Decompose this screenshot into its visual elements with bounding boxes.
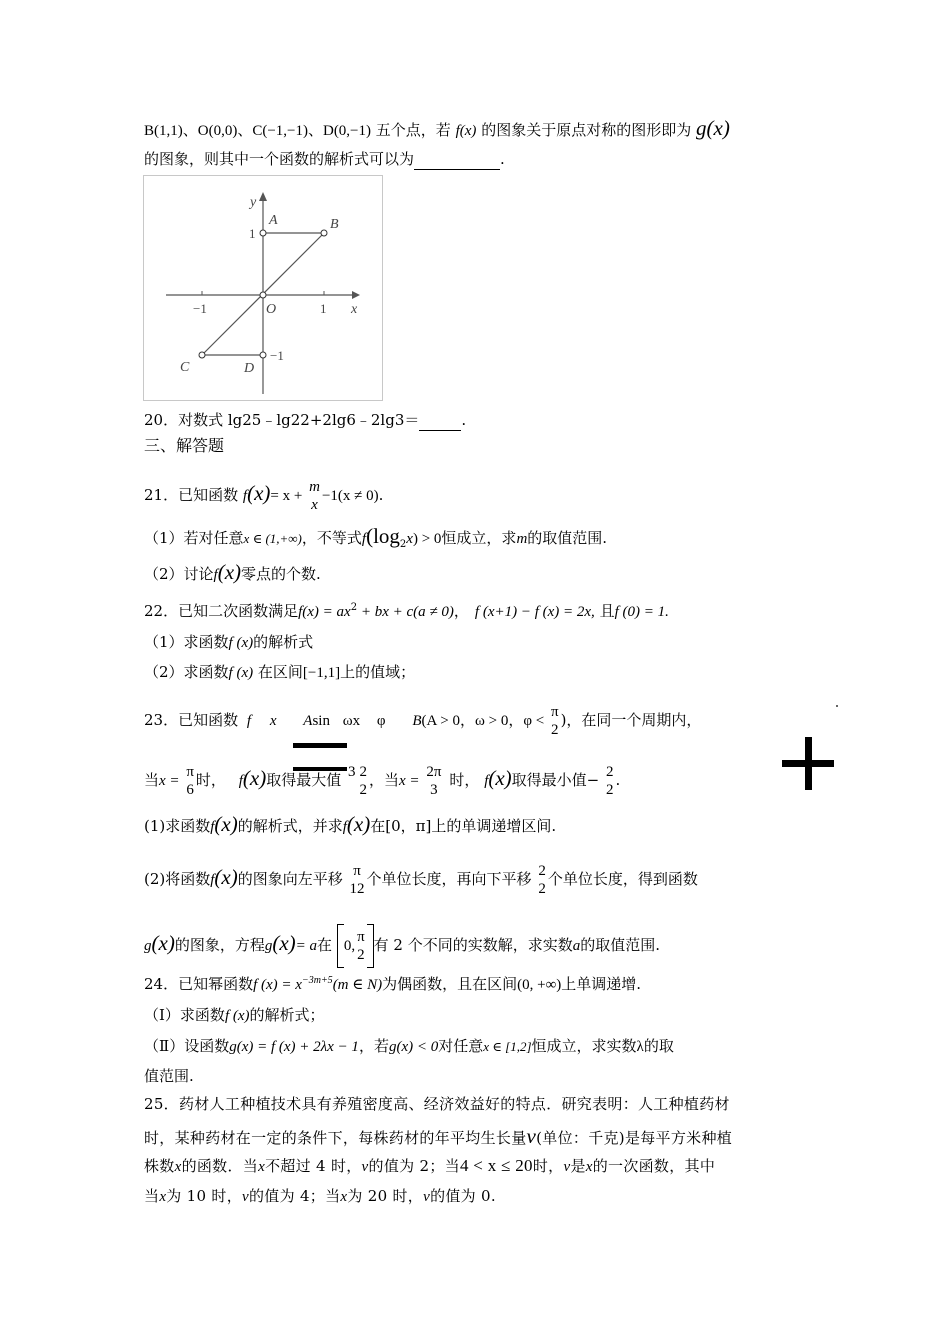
q24-expr2: (m ∈ N) — [332, 977, 383, 993]
q23-p2-f: f — [210, 872, 215, 888]
q19-points: B(1,1)、O(0,0)、C(−1,−1)、D(0,−1) — [144, 123, 372, 139]
overlay-bar-top — [293, 743, 347, 748]
q22-intro: 已知二次函数满足 — [178, 602, 299, 620]
label-A: A — [269, 213, 278, 228]
q21-intro: 已知函数 — [178, 486, 239, 504]
q21-p1-x: x — [406, 531, 413, 547]
tick-label-y1: 1 — [249, 226, 256, 241]
q19-line2-text: 的图象，则其中一个函数的解析式可以为 — [144, 150, 415, 168]
q21-p1-domain: x ∈ (1,+∞) — [243, 531, 302, 546]
point-B — [321, 230, 327, 236]
q23-frac-max — [348, 763, 356, 799]
plus-icon-vertical — [805, 737, 812, 790]
q23-part1 — [144, 814, 556, 837]
q23-B: B — [412, 713, 422, 729]
q24-p2-g: g(x) = f (x) + 2λx − 1 — [229, 1039, 359, 1055]
q23-cond: (A > 0，ω > 0，φ < — [421, 713, 545, 729]
q25-l4e: 的值为 0. — [430, 1187, 496, 1205]
q22-p1: （1）求函数 — [144, 633, 229, 651]
q22-and: 且 — [599, 602, 615, 620]
interval-bracket-left — [337, 924, 344, 968]
q21-part1 — [144, 526, 607, 555]
q23-p1-f2: f — [342, 819, 347, 835]
q19-gx: g(x) — [696, 116, 730, 140]
q23-l2-shi: 时， — [195, 771, 226, 789]
q23-p2-a: (2)将函数 — [144, 870, 211, 888]
q23-p3-frac — [357, 928, 365, 964]
q23-line2 — [144, 763, 620, 799]
q23-l2-3: 3 — [347, 764, 356, 780]
q19-fx: f(x) — [455, 123, 477, 139]
q23-p3-c: 的取值范围. — [580, 936, 661, 954]
q23-l2-x2: x = — [399, 773, 420, 789]
q23-p1-c: 在[0， — [370, 817, 416, 835]
q25-l4-v: v — [242, 1189, 249, 1205]
q23-part3 — [144, 924, 660, 968]
q22-p1-end: 的解析式 — [253, 633, 314, 651]
q23-l2-f: f — [238, 773, 243, 789]
q25-l2b: (单位：千克)是每平方米种植 — [536, 1129, 733, 1147]
q23-p2-b: 的图象向左平移 — [237, 870, 343, 888]
q23-wx: ωx — [342, 713, 361, 729]
q24-intro: 已知幂函数 — [178, 975, 254, 993]
q23-l2-x: x = — [159, 773, 180, 789]
q24-p2-b: ，若 — [358, 1037, 389, 1055]
q25-l1: 药材人工种植技术具有养殖密度高、经济效益好的特点．研究表明：人工种植药材 — [179, 1095, 730, 1113]
q23-cond-pi: π — [551, 704, 559, 720]
q24-p2: （Ⅱ）设函数 — [144, 1037, 230, 1055]
q22-p2-mid: 在区间 — [257, 663, 303, 681]
q23-stem — [144, 703, 701, 739]
q24-text2: 上单调递增. — [561, 975, 642, 993]
q24-interval: (0, +∞) — [517, 977, 562, 993]
q23-p2-d2: 2 — [538, 881, 546, 897]
q23-l2-end: . — [615, 771, 621, 789]
q22-p2-end: 上的值域； — [340, 663, 416, 681]
q21-p2-label: （2）讨论 — [144, 565, 214, 583]
q24-part1 — [144, 1005, 325, 1026]
q23-p2-n2: 2 — [538, 863, 546, 879]
q22-comma: ， — [453, 602, 469, 620]
q23-frac-max2 — [359, 763, 367, 799]
q24-p1: （Ⅰ）求函数 — [144, 1006, 225, 1024]
graph-svg — [144, 176, 382, 400]
q24-number: 24． — [144, 975, 179, 993]
q23-p3-avar: a — [572, 938, 581, 954]
q21-part2 — [144, 562, 321, 585]
q21-p2-text: 零点的个数. — [241, 565, 321, 583]
tick-label-xm1: −1 — [193, 301, 207, 316]
q23-phi: φ — [376, 713, 386, 729]
q23-number: 23． — [144, 711, 179, 729]
q23-p3-b: 有 2 个不同的实数解，求实数 — [373, 936, 573, 954]
q21-den: x — [311, 497, 318, 513]
point-A — [260, 230, 266, 236]
q23-p3-a: 的图象，方程 — [174, 936, 265, 954]
q22-part1 — [144, 632, 313, 653]
q23-x: x — [269, 713, 277, 729]
q24-p2-x: x ∈ [1,2] — [483, 1039, 532, 1054]
q23-l2-fx: (x) — [242, 766, 267, 790]
q24-p2-lambda: λ — [636, 1039, 644, 1055]
q25-l4b: 为 10 时， — [166, 1187, 243, 1205]
q21-tail: −1(x ≠ 0) — [321, 488, 379, 504]
q25-line1 — [144, 1094, 730, 1114]
q23-cond-2: 2 — [551, 722, 559, 738]
q22-expr1: f(x) = ax — [298, 604, 351, 620]
q23-A: A — [303, 713, 313, 729]
q23-p2-pi: π — [353, 863, 361, 879]
q25-number: 25． — [144, 1095, 179, 1113]
interval-bracket-right — [367, 924, 374, 968]
coordinate-graph — [143, 175, 383, 401]
q23-l2-max: 取得最大值 — [266, 771, 342, 789]
q25-l3g: 的一次函数，其中 — [592, 1157, 716, 1175]
q22-sup: 2 — [350, 602, 358, 613]
q21-x: x — [254, 481, 264, 505]
q23-cond-end: )，在同一个周期内， — [560, 711, 702, 729]
q21-f: f — [242, 488, 248, 504]
q19-line1 — [144, 118, 730, 141]
q21-p1-log: (log — [366, 524, 400, 548]
q24-p1-end: 的解析式； — [249, 1006, 325, 1024]
q25-line2 — [144, 1126, 732, 1148]
q21-p1-sub: 2 — [399, 539, 407, 550]
q23-p1-x2: (x) — [346, 812, 371, 836]
q23-l2-3b: 3 — [430, 782, 438, 798]
q25-l4c: 的值为 4；当 — [248, 1187, 341, 1205]
q23-frac-pi6 — [186, 763, 194, 799]
point-D — [260, 352, 266, 358]
q23-p2-c: 个单位长度，再向下平移 — [366, 870, 532, 888]
q25-l2a: 时，某种药材在一定的条件下，每株药材的年平均生长量 — [144, 1129, 527, 1147]
q23-p3-g2: g — [264, 938, 273, 954]
q20-number: 20． — [144, 411, 179, 429]
q25-l4-v2: v — [423, 1189, 431, 1205]
q25-line4 — [144, 1186, 496, 1207]
q23-sin: sin — [312, 713, 330, 729]
label-B: B — [330, 217, 339, 232]
q25-l2-v: v — [526, 1124, 537, 1148]
q20 — [144, 410, 466, 431]
q22-p1-f: f (x) — [228, 635, 254, 651]
q23-p3-0: 0, — [343, 938, 356, 954]
q24-p2-g2: g(x) < 0 — [388, 1039, 439, 1055]
q22-expr1b: + bx + c(a ≠ 0) — [357, 604, 454, 620]
q23-p3-x2: (x) — [272, 931, 296, 955]
q23-p3-g: g — [144, 938, 152, 954]
label-O: O — [266, 302, 277, 317]
q21-p1-f: f — [361, 531, 367, 547]
q23-p1-a: (1)求函数 — [144, 817, 211, 835]
q25-l3-v2: v — [563, 1159, 571, 1175]
q22-expr2: f (x+1) − f (x) = 2x, — [474, 604, 595, 620]
q21-p1-label: （1）若对任意 — [144, 529, 244, 547]
q24-sup: −3m+5 — [301, 975, 333, 986]
q23-l2-den2: 2 — [359, 782, 367, 798]
q25-l3c: 不超过 4 时， — [265, 1157, 362, 1175]
q25-l3-x: x — [174, 1159, 182, 1175]
q24-part2 — [144, 1036, 674, 1057]
q23-l2-den2b: 2 — [606, 782, 614, 798]
stray-dot — [836, 705, 838, 707]
q22-p2-f: f (x) — [228, 665, 254, 681]
q24-part2-cont: 值范围. — [144, 1067, 194, 1085]
x-axis-arrow — [352, 291, 360, 299]
y-axis-arrow — [259, 192, 267, 201]
q25-l3b: 的函数．当 — [181, 1157, 259, 1175]
overlay-bar-bottom — [293, 767, 347, 771]
q23-p1-b: 的解析式，并求 — [237, 817, 343, 835]
q23-l2-6: 6 — [186, 782, 194, 798]
point-C — [199, 352, 205, 358]
q21-p1-text2: 恒成立，求 — [441, 529, 517, 547]
q23-l2-f2: f — [484, 773, 489, 789]
q25-l4-x: x — [159, 1189, 167, 1205]
q23-l2-2pi: 2π — [426, 764, 442, 780]
q23-p1-pi: π — [415, 817, 426, 835]
q20-blank[interactable] — [419, 410, 461, 431]
q23-p2-12: 12 — [349, 881, 365, 897]
section-title: 三、解答题 — [144, 436, 225, 455]
answer-blank[interactable] — [414, 149, 500, 170]
point-O — [260, 292, 266, 298]
q23-p1-d: ]上的单调递增区间. — [425, 817, 557, 835]
q20-text: 对数式 lg25﹣lg22+2lg6﹣2lg3＝ — [178, 411, 420, 429]
tick-label-x1: 1 — [320, 301, 327, 316]
q23-l2-num2b: 2 — [606, 764, 614, 780]
q25-l3-x3: x — [585, 1159, 593, 1175]
q25-l4d: 为 20 时， — [347, 1187, 424, 1205]
q24-stem — [144, 971, 641, 995]
q22-stem — [144, 598, 669, 622]
x-label: x — [351, 302, 358, 317]
q25-l3-v: v — [361, 1159, 369, 1175]
q21-p1-m: m — [516, 531, 528, 547]
q20-end: . — [461, 411, 467, 429]
q24-expr: f (x) = x — [253, 977, 302, 993]
q23-p2-frac-2 — [538, 862, 546, 898]
q21-p2-x: (x) — [217, 560, 242, 584]
q21-p1-text: ，不等式 — [301, 529, 362, 547]
q23-p1-x: (x) — [214, 812, 238, 836]
q23-l2-num2: 2 — [359, 764, 367, 780]
q23-p3-2: 2 — [357, 947, 365, 963]
q21-paren: (x) — [247, 481, 271, 505]
q25-l3f: 是 — [570, 1157, 586, 1175]
q23-p2-d: 个单位长度，得到函数 — [547, 870, 698, 888]
q24-p2-e: 的取 — [643, 1037, 674, 1055]
q24-text: 为偶函数，且在区间 — [382, 975, 518, 993]
q25-l3a: 株数 — [144, 1157, 175, 1175]
q21-m: m — [309, 479, 320, 495]
q22-number: 22． — [144, 602, 179, 620]
q23-p3-eq: = a — [295, 938, 318, 954]
label-D: D — [244, 361, 255, 376]
q22-expr3: f (0) = 1. — [614, 604, 669, 620]
q19-text1: 五个点，若 — [375, 121, 451, 139]
q22-p2-interval: [−1,1] — [302, 665, 341, 681]
q24-p2-d: 恒成立，求实数 — [531, 1037, 637, 1055]
y-label: y — [250, 195, 257, 210]
q24-p1-f: f (x) — [224, 1008, 250, 1024]
q21-p1-gt: ) > 0 — [412, 531, 442, 547]
q23-l2-min: 取得最小值− — [511, 771, 600, 789]
q23-frac-min — [606, 763, 614, 799]
q23-frac-2pi3 — [426, 763, 441, 799]
q22-part2 — [144, 662, 415, 683]
q21-number: 21． — [144, 486, 179, 504]
q23-f: f — [246, 713, 252, 729]
q19-text2: 的图象关于原点对称的图形即为 — [481, 121, 692, 139]
q21-p2-f: f — [213, 567, 218, 583]
q23-p1-f: f — [210, 819, 215, 835]
q23-cond-frac — [551, 703, 559, 739]
q25-l3e: 时， — [532, 1157, 564, 1175]
q23-when: 当 — [144, 771, 160, 789]
q23-l2-fx2: (x) — [488, 766, 512, 790]
q23-p3-pi: π — [357, 929, 365, 945]
q25-line3 — [144, 1156, 715, 1177]
q25-l4a: 当 — [144, 1187, 160, 1205]
q23-p2-x: (x) — [214, 865, 238, 889]
q23-p2-frac-pi12 — [350, 862, 365, 898]
q23-l2-pi: π — [186, 764, 194, 780]
q21-eq: = x + — [270, 488, 303, 504]
q21-end: . — [378, 486, 384, 504]
q24-p2-c: 对任意 — [438, 1037, 484, 1055]
q25-l3-x2: x — [258, 1159, 266, 1175]
q25-l3d: 的值为 2；当 — [368, 1157, 460, 1175]
q19-end: . — [500, 150, 505, 168]
q23-l2-comma: ，当 — [368, 771, 399, 789]
q21-p1-text3: 的取值范围. — [527, 529, 608, 547]
label-C: C — [180, 360, 190, 375]
q25-l3-ineq: 4 < x ≤ 20 — [459, 1156, 533, 1175]
q25-l4-x2: x — [340, 1189, 348, 1205]
q22-p2: （2）求函数 — [144, 663, 229, 681]
tick-label-ym1: −1 — [270, 348, 284, 363]
q21-stem — [144, 478, 383, 514]
q21-frac — [309, 478, 320, 514]
q19-line2 — [144, 149, 505, 170]
q23-l2-shi2: 时， — [449, 771, 480, 789]
q23-intro: 已知函数 — [178, 711, 239, 729]
q23-part2 — [144, 862, 698, 898]
q23-p3-x: (x) — [151, 931, 175, 955]
q23-p3-in: 在 — [317, 936, 333, 954]
